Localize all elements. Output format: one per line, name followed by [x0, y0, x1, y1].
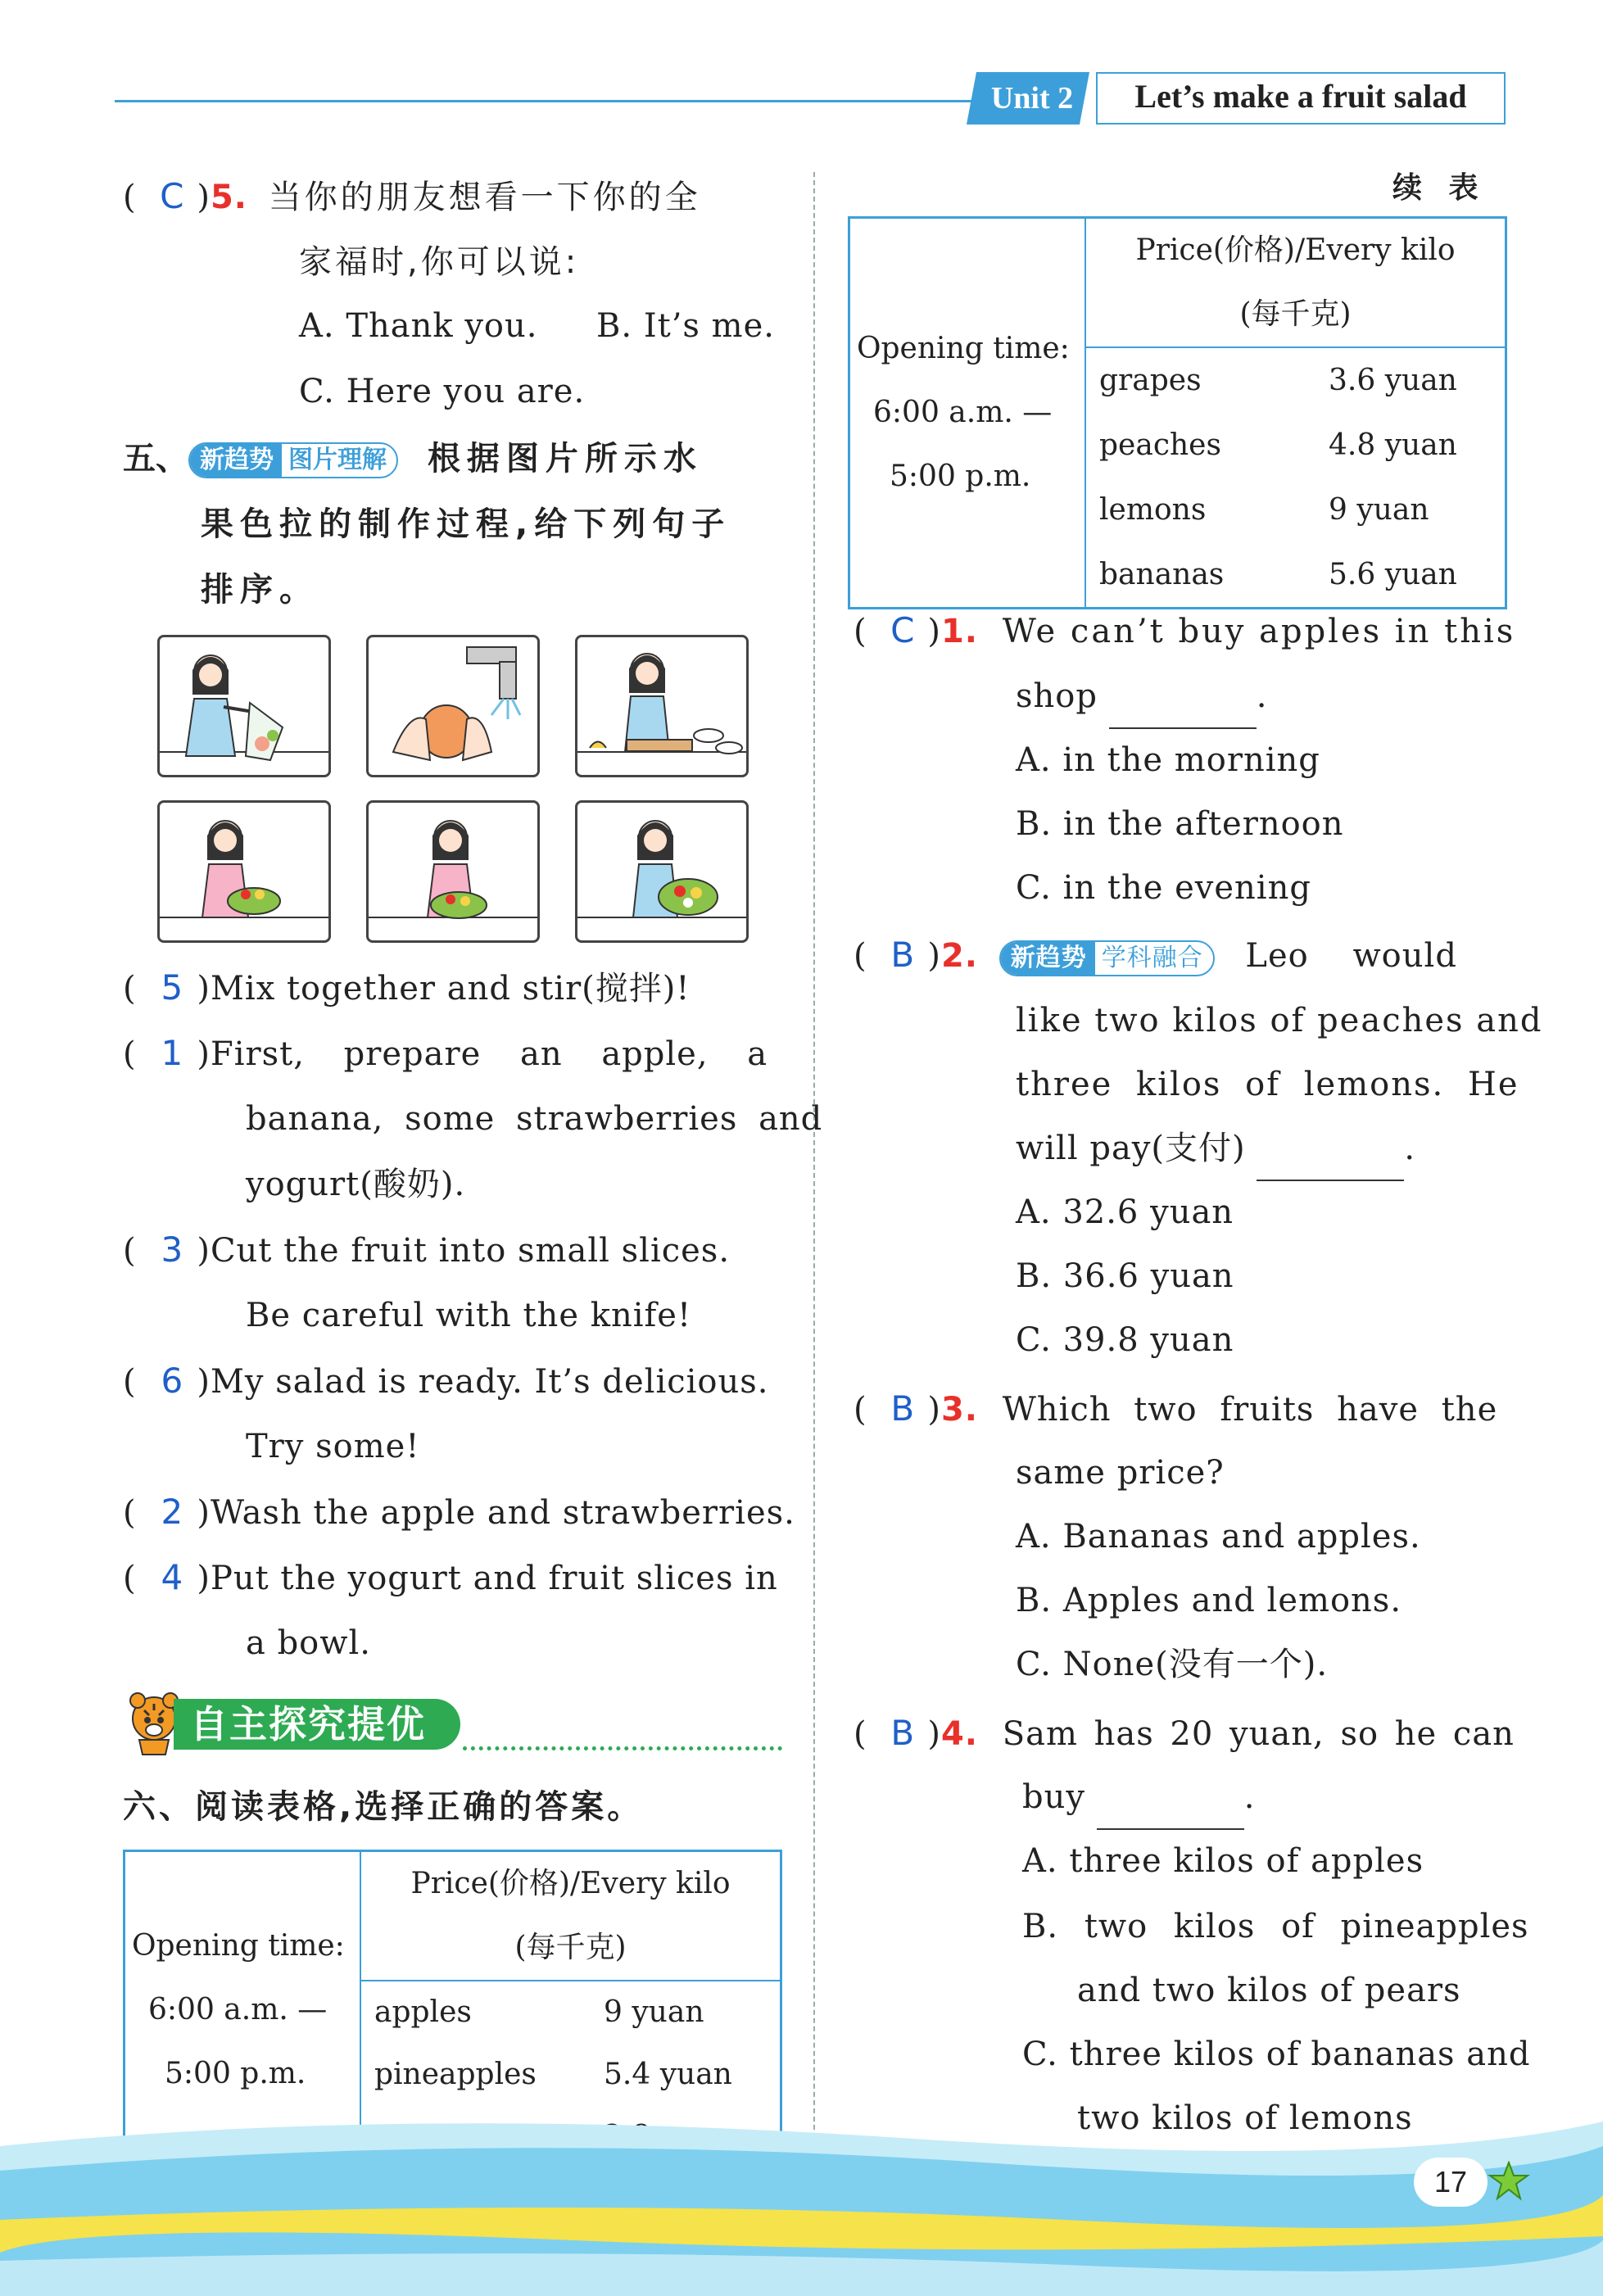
- fruit-price: 9 yuan: [604, 1995, 704, 2029]
- star-icon: [1487, 2161, 1531, 2202]
- question-text: Which two fruits have the: [1002, 1391, 1498, 1429]
- picture-5: [366, 800, 540, 943]
- question-number: 1.: [940, 613, 978, 650]
- column-divider: [813, 172, 815, 2146]
- option-c: C. Here you are.: [299, 373, 586, 410]
- option-a: A. Thank you.: [299, 307, 538, 345]
- option-c: C. in the evening: [1016, 869, 1311, 907]
- option-a: A. in the morning: [1016, 741, 1320, 779]
- question-number: 4.: [940, 1715, 978, 1753]
- page-number: 17: [1433, 2165, 1468, 2199]
- fruit-price-rows: [1086, 348, 1505, 607]
- fruit-price-row: [361, 1981, 780, 2044]
- question-text-line: will pay(支付) .: [1016, 1116, 1415, 1181]
- section-6-title: 六、阅读表格,选择正确的答案。: [123, 1788, 644, 1826]
- opening-to: 5:00 p.m.: [890, 460, 1031, 493]
- order-text-line: a bowl.: [246, 1624, 371, 1662]
- continued-label: 续 表: [1392, 171, 1487, 205]
- order-text: Wash the apple and strawberries.: [210, 1494, 795, 1532]
- fruit-price-row: [1086, 478, 1505, 542]
- fruit-name: bananas: [1099, 558, 1225, 591]
- option-c: C. 39.8 yuan: [1016, 1321, 1234, 1359]
- option-c: C. None(没有一个).: [1016, 1646, 1329, 1683]
- question-text-line: shop .: [1016, 663, 1267, 729]
- option-b: B. Apples and lemons.: [1016, 1582, 1402, 1619]
- fruit-name: lemons: [1099, 493, 1207, 527]
- answer-blank: [1109, 695, 1257, 729]
- order-text: Put the yogurt and fruit slices in: [210, 1560, 778, 1597]
- option-b: B. It’s me.: [596, 307, 775, 345]
- question-number: 3.: [940, 1391, 978, 1429]
- question-stem-line: 家福时,你可以说:: [299, 243, 580, 281]
- price-header-cell: [360, 1851, 781, 1981]
- banner-title: 自主探究提优: [190, 1702, 426, 1746]
- option-a: A. 32.6 yuan: [1016, 1193, 1234, 1231]
- price-header: Price(价格)/Every kilo: [1135, 233, 1456, 267]
- section-title-text: 根据图片所示水: [427, 440, 703, 478]
- order-text: My salad is ready. It’s delicious.: [210, 1363, 769, 1401]
- order-item: ( 5 )Mix together and stir(搅拌)!: [123, 955, 690, 1021]
- answer-1: C: [890, 610, 916, 650]
- banner-dotted-line: [463, 1746, 782, 1750]
- fruit-price: 9 yuan: [1329, 493, 1429, 527]
- fruit-price: 3.6 yuan: [1329, 364, 1457, 397]
- question-number: 5.: [210, 179, 247, 216]
- question-3: ( B )3. Which two fruits have the: [854, 1376, 1497, 1442]
- option-b: B. 36.6 yuan: [1016, 1257, 1234, 1295]
- question-4: ( B )4. Sam has 20 yuan, so he can: [854, 1700, 1515, 1767]
- order-answer: 1: [161, 1033, 184, 1073]
- question-text-line: three kilos of lemons. He: [1016, 1066, 1519, 1103]
- section-number: 五、: [123, 440, 188, 478]
- option-c-line: two kilos of lemons: [1077, 2099, 1413, 2137]
- section-title-line: 排序。: [201, 571, 319, 609]
- order-answer: 4: [161, 1557, 184, 1597]
- order-text: First, prepare an apple, a: [210, 1035, 768, 1073]
- question-5: ( C )5. 当你的朋友想看一下你的全: [123, 164, 701, 230]
- order-answer: 2: [161, 1492, 184, 1532]
- opening-label: Opening time:: [132, 1929, 345, 1963]
- explore-banner: [123, 1691, 467, 1756]
- order-text-line: banana, some strawberries and: [246, 1100, 823, 1138]
- price-header: Price(价格)/Every kilo: [410, 1867, 731, 1900]
- order-item: ( 1 )First, prepare an apple, a: [123, 1021, 768, 1087]
- question-number: 2.: [940, 937, 978, 975]
- question-text-line: same price?: [1016, 1454, 1225, 1492]
- picture-3: [575, 635, 749, 777]
- order-item: ( 3 )Cut the fruit into small slices.: [123, 1217, 730, 1284]
- opening-from: 6:00 a.m. —: [148, 1993, 328, 2027]
- opening-to: 5:00 p.m.: [165, 2057, 306, 2090]
- question-text: Leo would: [1245, 937, 1457, 975]
- option-a: A. Bananas and apples.: [1016, 1518, 1421, 1556]
- option-b-line: and two kilos of pears: [1077, 1972, 1461, 2009]
- section-5-title: [123, 426, 703, 491]
- order-item: ( 2 )Wash the apple and strawberries.: [123, 1479, 795, 1546]
- trend-tag: 新趋势 图片理解: [188, 442, 398, 478]
- question-text-line: like two kilos of peaches and: [1016, 1002, 1543, 1039]
- picture-1: [157, 635, 331, 777]
- section-title-line: 果色拉的制作过程,给下列句子: [201, 505, 731, 543]
- fruit-price: 5.6 yuan: [1329, 558, 1457, 591]
- question-text: We can’t buy apples in this: [1002, 613, 1516, 650]
- question-1: ( C )1. We can’t buy apples in this: [854, 598, 1515, 664]
- picture-2: [366, 635, 540, 777]
- order-answer: 6: [161, 1361, 184, 1401]
- option-a: A. three kilos of apples: [1022, 1842, 1424, 1880]
- picture-6: [575, 800, 749, 943]
- question-text-line: buy .: [1022, 1764, 1255, 1830]
- fruit-name: grapes: [1099, 364, 1202, 397]
- price-header-cell: [1085, 218, 1506, 348]
- answer-2: B: [890, 935, 916, 975]
- order-answer: 3: [161, 1230, 184, 1270]
- answer-blank: [1097, 1796, 1244, 1830]
- answer-4: B: [890, 1713, 916, 1753]
- option-c: C. three kilos of bananas and: [1022, 2036, 1531, 2073]
- header-rule: [115, 100, 983, 102]
- option-b: B. in the afternoon: [1016, 805, 1344, 843]
- fruit-name: peaches: [1099, 428, 1221, 462]
- trend-tag: 新趋势 学科融合: [999, 940, 1215, 976]
- order-answer: 5: [161, 967, 184, 1008]
- fruit-prices-cell: [1085, 347, 1506, 609]
- answer-3: B: [890, 1388, 916, 1429]
- order-text-line: Be careful with the knife!: [246, 1297, 692, 1334]
- question-2: ( B )2. 新趋势 学科融合 Leo would: [854, 922, 1457, 989]
- fruit-name: apples: [374, 1995, 472, 2029]
- price-subheader: (每千克): [514, 1931, 627, 1964]
- header-unit-label: Unit 2: [990, 81, 1074, 115]
- option-b: B. two kilos of pineapples: [1022, 1908, 1529, 1945]
- answer-blank: [1257, 1147, 1404, 1181]
- answer-5: C: [160, 176, 185, 216]
- fruit-price-row: [1086, 348, 1505, 413]
- price-table-right: [848, 216, 1507, 609]
- order-text: Mix together and stir(搅拌)!: [210, 970, 691, 1008]
- fruit-name: pineapples: [374, 2058, 537, 2091]
- fruit-price: 4.8 yuan: [1329, 428, 1457, 462]
- picture-4: [157, 800, 331, 943]
- opening-time-cell: [849, 218, 1086, 609]
- order-text-line: yogurt(酸奶).: [246, 1166, 466, 1203]
- fruit-price: 5.4 yuan: [604, 2058, 732, 2091]
- opening-label: Opening time:: [857, 332, 1070, 365]
- order-item: ( 4 )Put the yogurt and fruit slices in: [123, 1545, 778, 1611]
- order-text: Cut the fruit into small slices.: [210, 1232, 731, 1270]
- question-stem: 当你的朋友想看一下你的全: [268, 179, 701, 216]
- header-title: Let’s make a fruit salad: [1134, 78, 1467, 115]
- fruit-price-row: [1086, 413, 1505, 478]
- question-text: Sam has 20 yuan, so he can: [1002, 1715, 1515, 1753]
- order-item: ( 6 )My salad is ready. It’s delicious.: [123, 1348, 769, 1415]
- price-subheader: (每千克): [1239, 297, 1352, 331]
- order-text-line: Try some!: [246, 1428, 420, 1465]
- footer-wave: [0, 2097, 1603, 2296]
- opening-from: 6:00 a.m. —: [873, 396, 1053, 429]
